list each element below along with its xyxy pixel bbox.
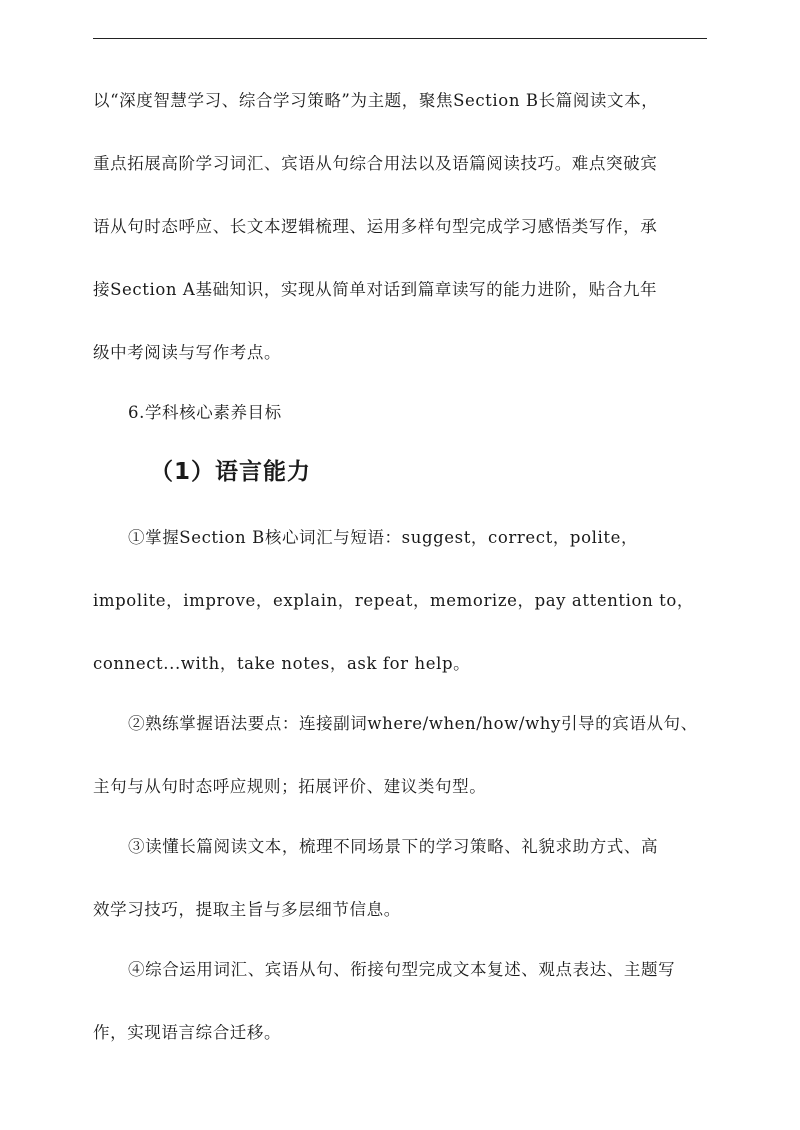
paragraph-line: 作，实现语言综合迁移。 xyxy=(93,1023,282,1042)
paragraph-line: 接Section A基础知识，实现从简单对话到篇章读写的能力进阶，贴合九年 xyxy=(93,280,658,299)
subsection-heading: （1）语言能力 xyxy=(150,459,312,485)
paragraph-line: ①掌握Section B核心词汇与短语：suggest，correct，polite， xyxy=(128,528,639,547)
header-rule xyxy=(93,38,707,39)
paragraph-line: ②熟练掌握语法要点：连接副词where/when/how/why引导的宾语从句、 xyxy=(128,714,698,733)
paragraph-line: 效学习技巧，提取主旨与多层细节信息。 xyxy=(93,900,401,919)
paragraph-line: 级中考阅读与写作考点。 xyxy=(93,343,282,362)
paragraph-line: impolite，improve，explain，repeat，memorize，pay attention to， xyxy=(93,591,695,610)
section-title: 6.学科核心素养目标 xyxy=(128,403,282,422)
paragraph-line: ③读懂长篇阅读文本，梳理不同场景下的学习策略、礼貌求助方式、高 xyxy=(128,837,659,856)
paragraph-line: 语从句时态呼应、长文本逻辑梳理、运用多样句型完成学习感悟类写作，承 xyxy=(93,217,658,236)
paragraph-line: 重点拓展高阶学习词汇、宾语从句综合用法以及语篇阅读技巧。难点突破宾 xyxy=(93,154,658,173)
paragraph-line: 主句与从句时态呼应规则；拓展评价、建议类句型。 xyxy=(93,777,487,796)
paragraph-line: 以“深度智慧学习、综合学习策略”为主题，聚焦Section B长篇阅读文本， xyxy=(93,91,659,110)
paragraph-line: connect...with，take notes，ask for help。 xyxy=(93,654,471,673)
paragraph-line: ④综合运用词汇、宾语从句、衔接句型完成文本复述、观点表达、主题写 xyxy=(128,960,676,979)
